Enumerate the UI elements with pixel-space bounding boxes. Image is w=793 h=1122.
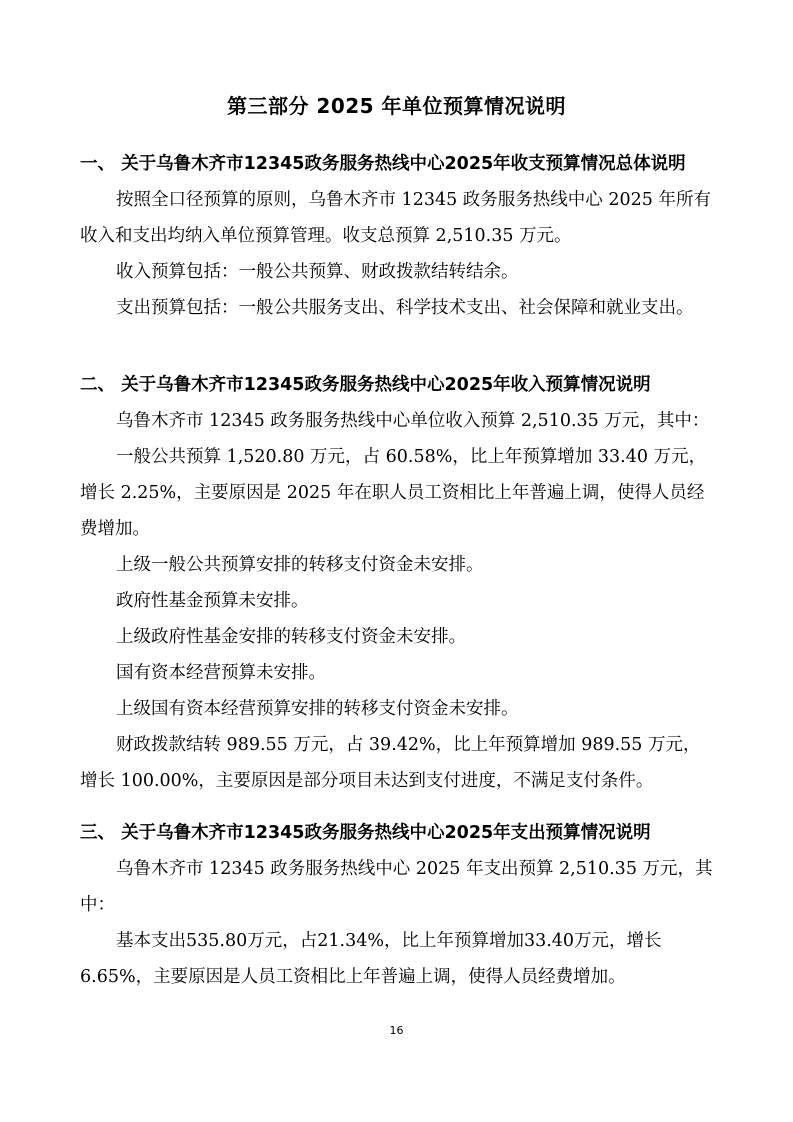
section-3-paragraph-2: 基本支出535.80万元，占21.34%，比上年预算增加33.40万元，增长6.65%，主要原因是人员工资相比上年普遍上调，使得人员经费增加。 [80, 931, 662, 987]
section-2-heading: 二、 关于乌鲁木齐市12345政务服务热线中心2025年收入预算情况说明 [80, 375, 651, 395]
page-number: 16 [389, 1024, 404, 1037]
section-1-paragraph-1: 按照全口径预算的原则，乌鲁木齐市 12345 政务服务热线中心 2025 年所有收入和支出均纳入单位预算管理。收支总预算 2,510.35 万元。 [80, 190, 711, 246]
section-1 [80, 146, 716, 326]
section-2-paragraph-2: 一般公共预算 1,520.80 万元，占 60.58%，比上年预算增加 33.40 万元，增长 2.25%，主要原因是 2025 年在职人员工资相比上年普遍上调，使得人员经费增加。 [80, 447, 707, 539]
section-2-paragraph-6: 国有资本经营预算未安排。 [116, 663, 326, 683]
section-3 [80, 815, 716, 995]
section-1-heading: 一、 关于乌鲁木齐市12345政务服务热线中心2025年收支预算情况总体说明 [80, 154, 686, 174]
section-3-heading: 三、 关于乌鲁木齐市12345政务服务热线中心2025年支出预算情况说明 [80, 823, 651, 843]
section-2-paragraph-4: 政府性基金预算未安排。 [116, 591, 309, 611]
section-2-paragraph-7: 上级国有资本经营预算安排的转移支付资金未安排。 [116, 699, 519, 719]
page-title: 第三部分 2025 年单位预算情况说明 [226, 94, 567, 118]
section-3-paragraph-1: 乌鲁木齐市 12345 政务服务热线中心 2025 年支出预算 2,510.35 万元，其中： [80, 859, 713, 915]
section-2-paragraph-1: 乌鲁木齐市 12345 政务服务热线中心单位收入预算 2,510.35 万元，其中： [116, 411, 710, 431]
section-2-paragraph-8: 财政拨款结转 989.55 万元，占 39.42%，比上年预算增加 989.55 万元，增长 100.00%，主要原因是部分项目未达到支付进度，不满足支付条件。 [80, 735, 701, 791]
section-1-paragraph-2: 收入预算包括：一般公共预算、财政拨款结转结余。 [116, 262, 519, 282]
section-1-paragraph-3: 支出预算包括：一般公共服务支出、科学技术支出、社会保障和就业支出。 [116, 298, 694, 318]
section-2-paragraph-5: 上级政府性基金安排的转移支付资金未安排。 [116, 627, 466, 647]
section-2 [80, 367, 716, 799]
section-2-paragraph-3: 上级一般公共预算安排的转移支付资金未安排。 [116, 555, 484, 575]
